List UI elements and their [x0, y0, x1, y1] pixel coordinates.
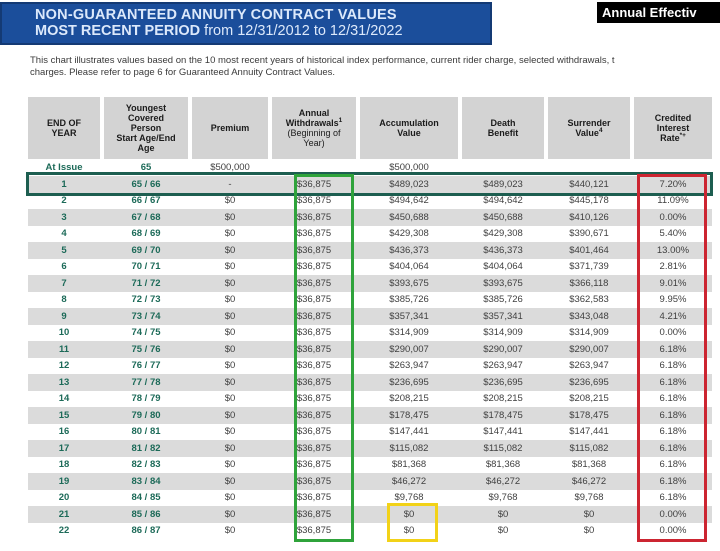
cell-year: 17	[58, 442, 70, 454]
description-line1: This chart illustrates values based on the 10 most recent years of historical index performance, current rider charge, selected withdrawals, t	[30, 55, 615, 66]
cell-death: $357,341	[483, 310, 523, 322]
cell-accum: $314,909	[389, 327, 429, 339]
cell-accum: $0	[403, 525, 415, 537]
cell-withdrawal: $36,875	[296, 228, 332, 240]
cell-premium: $0	[224, 475, 236, 487]
cell-accum: $236,695	[389, 376, 429, 388]
cell-premium: $0	[224, 525, 236, 537]
cell-surrender: $366,118	[569, 277, 609, 289]
cell-year: 11	[58, 343, 70, 355]
header-text: Withdrawals$^1$	[285, 117, 343, 128]
cell-year: 14	[58, 393, 70, 405]
cell-year: 9	[61, 310, 67, 322]
table-row	[28, 292, 712, 309]
cell-rate: 5.40%	[659, 228, 687, 240]
cell-surrender: $362,583	[569, 294, 609, 306]
table-header-row	[28, 97, 720, 159]
cell-year: 13	[58, 376, 70, 388]
cell-accum: $450,688	[389, 211, 429, 223]
cell-death: $0	[497, 508, 509, 520]
table-row	[28, 358, 712, 375]
header-text: END OF	[46, 118, 81, 128]
cell-rate: 11.09%	[657, 195, 689, 207]
cell-death: $290,007	[483, 343, 523, 355]
table-row	[28, 193, 712, 210]
cell-age: 73 / 74	[131, 310, 161, 322]
cell-accum: $489,023	[389, 178, 429, 190]
title-line2	[35, 23, 490, 39]
cell-accum: $147,441	[389, 426, 429, 438]
header-cell-surrender-value	[548, 97, 630, 159]
header-text: Accumulation	[379, 118, 439, 128]
description	[30, 55, 720, 78]
cell-rate: 6.18%	[659, 426, 687, 438]
cell-age: 82 / 83	[131, 459, 161, 471]
header-text: Interest	[656, 123, 690, 133]
header-text: Premium	[210, 123, 250, 133]
cell-premium: -	[228, 178, 232, 190]
cell-premium: $0	[224, 294, 236, 306]
cell-withdrawal: $36,875	[296, 310, 332, 322]
header-text: Age	[137, 143, 155, 153]
cell-year: 16	[58, 426, 70, 438]
cell-age: 83 / 84	[131, 475, 161, 487]
header-text: Credited	[654, 113, 692, 123]
cell-age: 71 / 72	[131, 277, 161, 289]
table-row	[28, 226, 712, 243]
table-row	[28, 325, 712, 342]
cell-surrender: $263,947	[569, 360, 609, 372]
cell-withdrawal: $36,875	[296, 343, 332, 355]
table-row	[28, 159, 712, 176]
cell-age: 76 / 77	[131, 360, 161, 372]
table-row	[28, 391, 712, 408]
cell-surrender: $0	[583, 508, 595, 520]
cell-premium: $0	[224, 244, 236, 256]
header-subtext: (Beginning of	[287, 128, 341, 138]
header-cell-death-benefit	[462, 97, 544, 159]
cell-surrender: $81,368	[571, 459, 607, 471]
cell-premium: $0	[224, 459, 236, 471]
cell-year: At Issue	[45, 162, 83, 173]
header-text: Covered	[127, 113, 164, 123]
title-line2-bold: MOST RECENT PERIOD	[35, 23, 201, 39]
table-row	[28, 374, 712, 391]
table-row	[28, 523, 712, 540]
cell-age: 78 / 79	[131, 393, 161, 405]
cell-accum: $290,007	[389, 343, 429, 355]
cell-age: 72 / 73	[131, 294, 161, 306]
title-line1: NON-GUARANTEED ANNUITY CONTRACT VALUES	[35, 7, 397, 23]
header-text: Death	[490, 118, 516, 128]
cell-rate: 0.00%	[659, 525, 687, 537]
cell-accum: $178,475	[389, 409, 429, 421]
table-row	[28, 473, 712, 490]
cell-accum: $208,215	[389, 393, 429, 405]
cell-year: 21	[58, 508, 70, 520]
cell-death: $436,373	[483, 244, 523, 256]
cell-accum: $436,373	[389, 244, 429, 256]
cell-withdrawal: $36,875	[296, 277, 332, 289]
values-table	[0, 95, 720, 551]
cell-premium: $0	[224, 228, 236, 240]
header-text: Start Age/End	[116, 133, 176, 143]
header-cell-youngest-age	[104, 97, 188, 159]
cell-rate: 6.18%	[659, 459, 687, 471]
cell-accum: $494,642	[389, 195, 429, 207]
cell-surrender: $115,082	[569, 442, 609, 454]
cell-surrender: $410,126	[569, 211, 609, 223]
footnote-superscript: 4	[598, 127, 603, 134]
cell-accum: $404,064	[389, 261, 429, 273]
table-row	[28, 275, 712, 292]
cell-rate: 6.18%	[659, 343, 687, 355]
table-row	[28, 440, 712, 457]
table-row	[28, 407, 712, 424]
cell-premium: $0	[224, 492, 236, 504]
cell-surrender: $343,048	[569, 310, 609, 322]
cell-surrender: $445,178	[569, 195, 609, 207]
cell-premium: $0	[224, 211, 236, 223]
cell-surrender: $401,464	[569, 244, 609, 256]
cell-rate: 13.00%	[656, 244, 690, 256]
cell-premium: $0	[224, 277, 236, 289]
header-text: Value	[397, 128, 421, 138]
cell-year: 8	[61, 294, 67, 306]
cell-age: 86 / 87	[131, 525, 161, 537]
cell-surrender: $236,695	[569, 376, 609, 388]
table-row	[28, 259, 712, 276]
footnote-superscript: 1	[338, 117, 343, 124]
header-cell-premium	[192, 97, 268, 159]
cell-withdrawal: $36,875	[296, 327, 332, 339]
corner-badge: Annual Effectiv	[597, 2, 720, 23]
cell-premium: $0	[224, 327, 236, 339]
cell-accum: $385,726	[389, 294, 429, 306]
cell-premium: $0	[224, 195, 236, 207]
table-row	[28, 424, 712, 441]
cell-withdrawal: $36,875	[296, 492, 332, 504]
cell-death: $489,023	[483, 178, 523, 190]
cell-rate: 6.18%	[659, 492, 687, 504]
table-row	[28, 242, 712, 259]
cell-premium: $0	[224, 508, 236, 520]
cell-age: 66 / 67	[131, 195, 161, 207]
cell-death: $178,475	[483, 409, 523, 421]
table-row	[28, 506, 712, 523]
cell-death: $236,695	[483, 376, 523, 388]
cell-premium: $0	[224, 360, 236, 372]
cell-premium: $500,000	[210, 162, 250, 173]
cell-age: 85 / 86	[131, 508, 161, 520]
cell-surrender: $147,441	[569, 426, 609, 438]
cell-year: 4	[61, 228, 67, 240]
table-row	[28, 176, 712, 193]
cell-withdrawal: $36,875	[296, 409, 332, 421]
cell-age: 67 / 68	[131, 211, 161, 223]
cell-age: 77 / 78	[131, 376, 161, 388]
cell-rate: 0.00%	[659, 327, 687, 339]
table-body	[0, 159, 720, 539]
cell-year: 22	[58, 525, 70, 537]
header-text: Annual	[298, 108, 330, 118]
header-text: Youngest	[125, 103, 167, 113]
cell-year: 20	[58, 492, 70, 504]
cell-year: 10	[58, 327, 70, 339]
cell-premium: $0	[224, 442, 236, 454]
table-row	[28, 209, 712, 226]
table-row	[28, 490, 712, 507]
cell-death: $385,726	[483, 294, 523, 306]
cell-surrender: $9,768	[574, 492, 604, 504]
cell-withdrawal: $36,875	[296, 393, 332, 405]
cell-surrender: $371,739	[569, 261, 609, 273]
cell-death: $81,368	[485, 459, 521, 471]
cell-surrender: $46,272	[571, 475, 607, 487]
table-row	[28, 341, 712, 358]
cell-withdrawal: $36,875	[296, 244, 332, 256]
cell-death: $147,441	[483, 426, 523, 438]
cell-withdrawal: $36,875	[296, 178, 332, 190]
header-subtext: Year)	[303, 138, 325, 148]
cell-withdrawal: $36,875	[296, 442, 332, 454]
cell-rate: 6.18%	[659, 442, 687, 454]
cell-accum: $263,947	[389, 360, 429, 372]
cell-accum: $115,082	[389, 442, 429, 454]
cell-premium: $0	[224, 426, 236, 438]
cell-withdrawal: $36,875	[296, 360, 332, 372]
cell-surrender: $178,475	[569, 409, 609, 421]
cell-surrender: $314,909	[569, 327, 609, 339]
header-text: Surrender	[567, 118, 611, 128]
cell-withdrawal: $36,875	[296, 294, 332, 306]
cell-rate: 7.20%	[659, 178, 687, 190]
cell-age: 75 / 76	[131, 343, 161, 355]
cell-death: $263,947	[483, 360, 523, 372]
footnote-superscript: *+	[679, 132, 686, 139]
cell-accum: $9,768	[394, 492, 424, 504]
cell-age: 81 / 82	[131, 442, 161, 454]
cell-rate: 6.18%	[659, 475, 687, 487]
cell-accum: $357,341	[389, 310, 429, 322]
cell-death: $494,642	[483, 195, 523, 207]
cell-rate: 6.18%	[659, 409, 687, 421]
cell-death: $314,909	[483, 327, 523, 339]
cell-premium: $0	[224, 261, 236, 273]
cell-surrender: $0	[583, 525, 595, 537]
cell-surrender: $390,671	[569, 228, 609, 240]
description-line2: charges. Please refer to page 6 for Guaranteed Annuity Contract Values.	[30, 66, 336, 78]
cell-withdrawal: $36,875	[296, 211, 332, 223]
cell-rate: 6.18%	[659, 360, 687, 372]
header-text: YEAR	[51, 128, 77, 138]
header-text: Value$^4$	[575, 127, 603, 138]
cell-accum: $46,272	[391, 475, 427, 487]
cell-death: $429,308	[483, 228, 523, 240]
cell-death: $450,688	[483, 211, 523, 223]
header-cell-accumulation-value	[360, 97, 458, 159]
cell-rate: 6.18%	[659, 393, 687, 405]
cell-year: 6	[61, 261, 67, 273]
table-row	[28, 308, 712, 325]
cell-age: 84 / 85	[131, 492, 161, 504]
cell-year: 19	[58, 475, 70, 487]
cell-withdrawal: $36,875	[296, 459, 332, 471]
cell-year: 1	[61, 178, 67, 190]
cell-death: $46,272	[485, 475, 521, 487]
cell-year: 18	[58, 459, 70, 471]
cell-year: 15	[58, 409, 70, 421]
cell-accum: $429,308	[389, 228, 429, 240]
header-cell-annual-withdrawals	[272, 97, 356, 159]
cell-age: 70 / 71	[131, 261, 161, 273]
title-line2-dates: from 12/31/2012 to 12/31/2022	[200, 23, 403, 39]
header-text: Person	[130, 123, 162, 133]
cell-death: $115,082	[483, 442, 523, 454]
cell-death: $208,215	[483, 393, 523, 405]
cell-withdrawal: $36,875	[296, 508, 332, 520]
cell-age: 68 / 69	[131, 228, 161, 240]
cell-rate: 0.00%	[659, 211, 687, 223]
cell-withdrawal: $36,875	[296, 195, 332, 207]
cell-surrender: $290,007	[569, 343, 609, 355]
cell-accum: $0	[403, 508, 415, 520]
header-cell-end-of-year	[28, 97, 100, 159]
cell-rate: 2.81%	[659, 261, 687, 273]
cell-age: 79 / 80	[131, 409, 161, 421]
table-row	[28, 457, 712, 474]
cell-surrender: $208,215	[569, 393, 609, 405]
cell-age: 74 / 75	[131, 327, 161, 339]
header-text: Benefit	[487, 128, 519, 138]
cell-death: $0	[497, 525, 509, 537]
header-text: Rate*+	[660, 132, 686, 143]
cell-accum: $393,675	[389, 277, 429, 289]
cell-premium: $0	[224, 343, 236, 355]
cell-withdrawal: $36,875	[296, 261, 332, 273]
cell-death: $9,768	[488, 492, 518, 504]
cell-year: 12	[58, 360, 70, 372]
cell-accum: $500,000	[389, 162, 429, 173]
cell-rate: 9.95%	[659, 294, 687, 306]
cell-age: 69 / 70	[131, 244, 161, 256]
cell-surrender: $440,121	[569, 178, 609, 190]
cell-age: 80 / 81	[131, 426, 161, 438]
cell-year: 3	[61, 211, 67, 223]
header-cell-credited-interest-rate	[634, 97, 712, 159]
cell-withdrawal: $36,875	[296, 376, 332, 388]
cell-rate: 0.00%	[659, 508, 687, 520]
cell-year: 7	[61, 277, 67, 289]
cell-premium: $0	[224, 393, 236, 405]
cell-year: 5	[61, 244, 67, 256]
cell-accum: $81,368	[391, 459, 427, 471]
cell-premium: $0	[224, 409, 236, 421]
cell-premium: $0	[224, 376, 236, 388]
cell-death: $393,675	[483, 277, 523, 289]
cell-rate: 6.18%	[659, 376, 687, 388]
cell-rate: 9.01%	[659, 277, 687, 289]
cell-withdrawal: $36,875	[296, 475, 332, 487]
cell-premium: $0	[224, 310, 236, 322]
cell-death: $404,064	[483, 261, 523, 273]
cell-year: 2	[61, 195, 67, 207]
cell-rate: 4.21%	[659, 310, 687, 322]
cell-withdrawal: $36,875	[296, 426, 332, 438]
cell-age: 65 / 66	[131, 178, 161, 190]
cell-withdrawal: $36,875	[296, 525, 332, 537]
title-banner	[0, 2, 492, 45]
cell-age: 65	[140, 162, 152, 173]
